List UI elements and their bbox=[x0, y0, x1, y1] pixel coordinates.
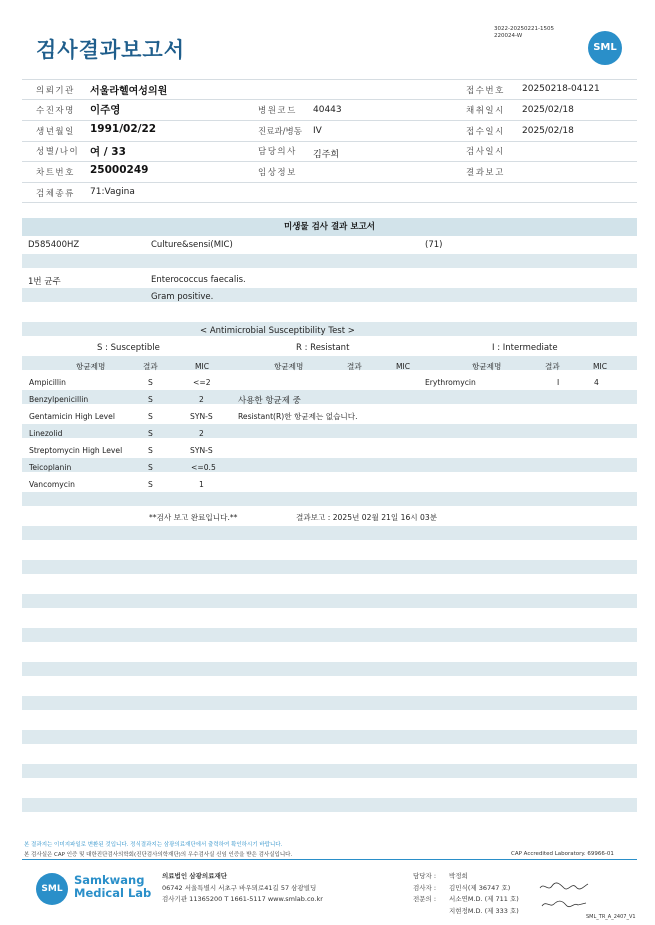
charge-name: 박정희 bbox=[449, 872, 468, 880]
sex-age-value: 여 / 33 bbox=[90, 146, 126, 158]
collect-date-value: 2025/02/18 bbox=[522, 105, 574, 115]
row-band bbox=[22, 390, 637, 404]
drug-result: S bbox=[148, 378, 153, 387]
signature-image bbox=[538, 878, 590, 912]
receipt-no-value: 20250218-04121 bbox=[522, 84, 600, 94]
specialist-name-1: 서소연M.D. (제 711 호) bbox=[449, 895, 519, 903]
legend-resistant: R : Resistant bbox=[296, 343, 350, 353]
drug-mic: SYN-S bbox=[190, 412, 213, 421]
dob-value: 1991/02/22 bbox=[90, 123, 157, 135]
tester-label: 검사자 : bbox=[413, 884, 437, 892]
drug-mic: <=2 bbox=[193, 378, 211, 387]
footer-note-2: 본 검사실은 CAP 인증 및 대한진단검사의학회(진단검사의학재단)의 우수검사실 신임 인증을 받은 검사실입니다. bbox=[24, 852, 293, 858]
header-divider bbox=[22, 141, 637, 142]
row-band bbox=[22, 526, 637, 540]
col-header-result: 결과 bbox=[143, 362, 158, 371]
charge-label: 담당자 : bbox=[413, 872, 437, 880]
drug-mic: 4 bbox=[594, 378, 599, 387]
header-divider bbox=[22, 161, 637, 162]
drug-name: Teicoplanin bbox=[29, 463, 72, 472]
row-band bbox=[22, 662, 637, 676]
receipt-no-label: 접수번호 bbox=[466, 86, 505, 96]
specimen-value: 71:Vagina bbox=[90, 187, 135, 197]
col-header-drug: 항균제명 bbox=[274, 362, 304, 371]
drug-mic: 2 bbox=[199, 395, 204, 404]
header-divider bbox=[22, 99, 637, 100]
dept-value: IV bbox=[313, 126, 322, 136]
specialist-name-2: 지현정M.D. (제 333 호) bbox=[449, 907, 519, 915]
header-divider bbox=[22, 182, 637, 183]
report-section-title: 미생물 검사 결과 보고서 bbox=[22, 218, 637, 236]
footer-note-1: 본 결과지는 이미지파일로 변환된 것입니다. 정식결과지는 삼광의료재단에서 출력하여 확인하시기 바랍니다. bbox=[24, 842, 283, 848]
foundation-name: 의료법인 삼광의료재단 bbox=[162, 872, 228, 880]
hospital-code-label: 병원코드 bbox=[258, 106, 297, 116]
row-band bbox=[22, 288, 637, 302]
drug-name: Streptomycin High Level bbox=[29, 446, 123, 455]
drug-mic: 1 bbox=[199, 480, 204, 489]
footer-divider bbox=[22, 859, 637, 860]
collect-date-label: 채취일시 bbox=[466, 106, 505, 116]
report-complete: **검사 보고 완료입니다.** bbox=[149, 513, 238, 522]
row-band bbox=[22, 492, 637, 506]
receipt-date-value: 2025/02/18 bbox=[522, 126, 574, 136]
company-contact: 검사기관 11365200 T 1661-5117 www.smlab.co.kr bbox=[162, 895, 323, 903]
col-header-mic: MIC bbox=[396, 362, 411, 371]
drug-result: S bbox=[148, 429, 153, 438]
test-number: (71) bbox=[425, 240, 443, 250]
drug-result: S bbox=[148, 480, 153, 489]
sex-age-label: 성별/나이 bbox=[36, 147, 80, 157]
col-header-drug: 항균제명 bbox=[472, 362, 502, 371]
clinical-label: 임상정보 bbox=[258, 168, 297, 178]
patient-label: 수진자명 bbox=[36, 106, 75, 116]
receipt-date-label: 접수일시 bbox=[466, 127, 505, 137]
test-date-label: 검사일시 bbox=[466, 147, 505, 157]
company-name bbox=[74, 874, 151, 900]
resistance-note-1: 사용한 항균제 중 bbox=[238, 396, 301, 406]
row-band bbox=[22, 628, 637, 642]
form-code: SML_TR_A_2407_V1 bbox=[586, 914, 636, 920]
drug-mic: SYN-S bbox=[190, 446, 213, 455]
header-divider bbox=[22, 202, 637, 203]
company-name-line-2: Medical Lab bbox=[74, 886, 152, 900]
row-band bbox=[22, 560, 637, 574]
client-value: 서울라헬여성의원 bbox=[90, 86, 168, 97]
colony-label: 1번 균주 bbox=[28, 277, 61, 287]
tester-name: 김민식(제 36747 호) bbox=[449, 884, 511, 892]
drug-name: Vancomycin bbox=[29, 480, 75, 489]
document-id bbox=[494, 26, 554, 40]
row-band bbox=[22, 458, 637, 472]
header-divider bbox=[22, 120, 637, 121]
row-band bbox=[22, 730, 637, 744]
legend-intermediate: I : Intermediate bbox=[492, 343, 558, 353]
col-header-mic: MIC bbox=[593, 362, 608, 371]
row-band bbox=[22, 696, 637, 710]
drug-name: Erythromycin bbox=[425, 378, 476, 387]
legend-susceptible: S : Susceptible bbox=[97, 343, 160, 353]
company-name-line-1: Samkwang bbox=[74, 873, 145, 887]
cap-accreditation: CAP Accredited Laboratory. 69966-01 bbox=[511, 851, 614, 857]
doctor-value: 김주희 bbox=[313, 150, 340, 160]
dept-label: 진료과/병동 bbox=[258, 127, 302, 137]
sml-logo-large: SML bbox=[36, 873, 68, 905]
chart-no-label: 차트번호 bbox=[36, 168, 75, 178]
test-name: Culture&sensi(MIC) bbox=[151, 240, 233, 250]
sml-logo: SML bbox=[588, 31, 622, 65]
row-band bbox=[22, 594, 637, 608]
drug-result: I bbox=[557, 378, 560, 387]
page-title: 검사결과보고서 bbox=[36, 38, 186, 62]
document-id-line-2: 220024-W bbox=[494, 33, 523, 39]
header-divider bbox=[22, 79, 637, 80]
row-band bbox=[22, 798, 637, 812]
drug-name: Linezolid bbox=[29, 429, 63, 438]
test-code: D585400HZ bbox=[28, 240, 80, 250]
company-address: 06742 서울특별시 서초구 바우뫼로41길 57 삼광빌딩 bbox=[162, 884, 317, 892]
row-band bbox=[22, 424, 637, 438]
result-label: 결과보고 bbox=[466, 168, 505, 178]
dob-label: 생년월일 bbox=[36, 127, 75, 137]
hospital-code-value: 40443 bbox=[313, 105, 342, 115]
report-time: 결과보고 : 2025년 02월 21일 16시 03분 bbox=[296, 513, 438, 522]
row-band bbox=[22, 254, 637, 268]
specialist-label: 전문의 : bbox=[413, 895, 437, 903]
drug-name: Ampicillin bbox=[29, 378, 66, 387]
drug-result: S bbox=[148, 395, 153, 404]
row-band bbox=[22, 764, 637, 778]
col-header-drug: 항균제명 bbox=[76, 362, 106, 371]
specimen-label: 검체종류 bbox=[36, 189, 75, 199]
ast-title: < Antimicrobial Susceptibility Test > bbox=[200, 326, 355, 336]
patient-value: 이주영 bbox=[90, 104, 121, 116]
chart-no-value: 25000249 bbox=[90, 164, 149, 176]
drug-result: S bbox=[148, 412, 153, 421]
col-header-result: 결과 bbox=[347, 362, 362, 371]
client-label: 의뢰기관 bbox=[36, 86, 75, 96]
drug-result: S bbox=[148, 446, 153, 455]
gram-stain: Gram positive. bbox=[151, 292, 214, 302]
organism-name: Enterococcus faecalis. bbox=[151, 275, 246, 285]
document-id-line-1: 3022-20250221-1505 bbox=[494, 26, 554, 32]
drug-mic: <=0.5 bbox=[191, 463, 216, 472]
col-header-result: 결과 bbox=[545, 362, 560, 371]
drug-name: Gentamicin High Level bbox=[29, 412, 115, 421]
drug-name: Benzylpenicillin bbox=[29, 395, 89, 404]
resistance-note-2: Resistant(R)한 항균제는 없습니다. bbox=[238, 412, 358, 421]
drug-result: S bbox=[148, 463, 153, 472]
drug-mic: 2 bbox=[199, 429, 204, 438]
doctor-label: 담당의사 bbox=[258, 147, 297, 157]
col-header-mic: MIC bbox=[195, 362, 210, 371]
